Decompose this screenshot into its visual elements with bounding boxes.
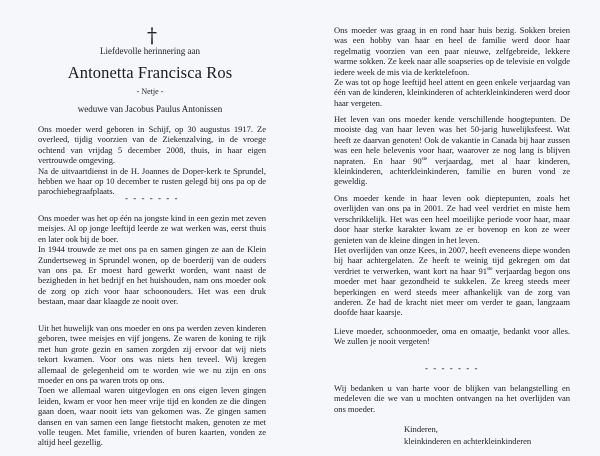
paragraph-highlights [334, 114, 570, 187]
farewell-section [334, 326, 570, 347]
paragraph-birth-death: Ons moeder werd geboren in Schijf, op 30 augustus 1917. Ze overleed, tijdig voorzien van de Ziekenzalving, in de vroege ochtend van vrijdag 5 december 2008, thuis, in haar eigen vertrouwde omgeving. [38, 124, 266, 166]
signature-line-2: kleinkinderen en achterkleinkinderen [404, 436, 532, 446]
paragraph-farewell: Lieve moeder, schoonmoeder, oma en omaatje, bedankt voor alles. We zullen je nooit vergeten! [334, 326, 570, 347]
paragraph-decline [334, 245, 570, 318]
paragraph-thanks: Wij bedanken u van harte voor de blijken van belangstelling en medeleven die we van u mochten ontvangen na het overlijden van ons moeder. [334, 383, 570, 414]
widow-of: weduwe van Jacobus Paulus Antonissen [77, 104, 223, 114]
family-section [38, 323, 266, 448]
paragraph-attentive: Ze was tot op hoge leeftijd heel attent en geen enkele verjaardag van één van de kinderen, kleinkinderen of achterkleinkinderen werd door haar vergeten. [334, 77, 570, 108]
highlights-text-1: Het leven van ons moeder kende verschillende hoogtepunten. De mooiste dag van haar leven was het 50-jarig huwelijksfeest. Wat heeft ze daarvan genoten! Ook de vakantie in Canada bij haar zussen was een hele belevenis voor haar, waarover ze nog lang is blijven napraten. En haar 90 [334, 114, 570, 166]
paragraph-lowpoints: Ons moeder kende in haar leven ook dieptepunten, zoals het overlijden van ons pa in 2001. Ze had veel verdriet en miste hem verschrikkelijk. Het was een heel moeilijke periode voor haar, maar door haar sterke karakter kwam ze er bovenop en kon ze weer genieten van de kleine dingen in het leven. [334, 193, 570, 245]
nickname: - Netje - [136, 87, 164, 96]
divider-right: - - - - - - - [425, 363, 479, 373]
highlights-text-2: verjaardag, met al haar kinderen, kleinkinderen, achterkleinkinderen, familie en buren vond ze geweldig. [334, 155, 570, 187]
decline-superscript: ste [487, 267, 493, 272]
signature-line-1: Kinderen, [404, 424, 438, 434]
lowpoints-section [334, 193, 570, 318]
paragraph-retirement: Toen we allemaal waren uitgevlogen en ons eigen leven gingen leiden, kwam er voor hen meer vrije tijd en konden ze die dingen gaan doen, waar nooit iets van gekomen was. Ze gingen samen dansen en van samen een lange fietstocht maken, genoten ze met volle teugen. Met familie, vrienden of buren kaarten, vonden ze altijd heel gezellig. [38, 385, 266, 448]
thanks-section [334, 383, 570, 414]
highlights-section [334, 114, 570, 187]
cross-icon: † [147, 23, 157, 47]
decline-text-2: verjaardag begon ons moeder met haar gezondheid te sukkelen. Ze kreeg steeds meer beperkingen en werd steeds meer afhankelijk van de zorg van anderen. Ze had de kracht niet meer om verder te gaan, langzaam doofde haar kaarsje. [334, 265, 571, 318]
divider-left: - - - - - - - [125, 193, 179, 203]
right-panel [300, 0, 600, 456]
highlights-superscript: ste [421, 156, 428, 162]
intro-text: Liefdevolle herinnering aan [100, 46, 200, 56]
paragraph-children: Uit het huwelijk van ons moeder en ons pa werden zeven kinderen geboren, twee meisjes en vijf jongens. Ze waren de koning te rijk met hun grote gezin en samen zorgden zij ervoor dat wij niets tekort kwamen. Voor ons was niets hen teveel. Wij kregen allemaal de gelegenheid om te worden wie we nu zijn en ons moeder en ons pa waren trots op ons. [38, 323, 266, 386]
paragraph-funeral: Na de uitvaartdienst in de H. Joannes de Doper-kerk te Sprundel, hebben we haar op 10 december te rusten gelegd bij ons pa op de parochiebegraafplaats. [38, 165, 266, 197]
signature [404, 423, 531, 447]
paragraph-youth: Ons moeder was het op één na jongste kind in een gezin met zeven meisjes. Al op jonge leeftijd leerde ze wat werken was, eerst thuis en later ook bij de boer. [38, 213, 266, 244]
birth-death-section [38, 124, 266, 197]
decline-text-1: Het overlijden van onze Kees, in 2007, heeft eveneens diepe wonden bij haar achtergelaten. Ze heeft te weinig tijd gekregen om dat verdriet te verwerken, want kort na haar 91 [334, 245, 570, 276]
paragraph-hobbies: Ons moeder was graag in en rond haar huis bezig. Sokken breien was een hobby van haar en heel de familie werd door haar regelmatig voorzien van een paar nieuwe, zelfgebreide, lekkere warme sokken. Ze keek naar alle soapseries op de televisie en volgde iedere week de mis via de kerktelefoon. [334, 25, 570, 77]
youth-section [38, 213, 266, 307]
hobbies-section [334, 25, 570, 108]
deceased-name: Antonetta Francisca Ros [67, 63, 233, 82]
paragraph-marriage: In 1944 trouwde ze met ons pa en samen gingen ze aan de Klein Zundertseweg in Sprundel wonen, op de boerderij van de ouders van ons pa. Er moest hard gewerkt worden, want naast de bezigheden in het bedrijf en het huishouden, nam ons moeder ook de zorg op zich voor haar schoonouders. Het was een druk bestaan, maar daar klaagde ze nooit over. [38, 244, 266, 307]
